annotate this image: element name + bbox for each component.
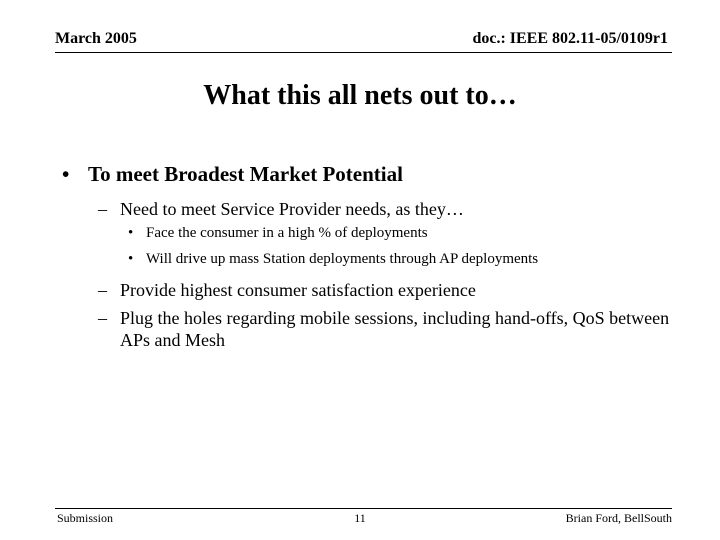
footer-divider — [55, 508, 672, 509]
sub-sub-bullet-1 — [128, 225, 428, 242]
dash-icon: – — [98, 308, 107, 328]
sub-sub-bullet-2-text: Will drive up mass Station deployments through AP deployments — [146, 251, 539, 267]
dash-icon: – — [98, 199, 107, 219]
sub-sub-bullet-2 — [128, 251, 538, 268]
footer-page-number: 11 — [354, 511, 366, 525]
main-bullet — [62, 162, 403, 187]
bullet-dot-icon: • — [128, 251, 134, 267]
header-date: March 2005 — [55, 30, 137, 47]
sub-bullet-2 — [98, 279, 688, 301]
sub-bullet-1 — [98, 198, 688, 220]
sub-bullet-3 — [98, 307, 688, 351]
sub-sub-bullet-1-text: Face the consumer in a high % of deployments — [146, 225, 428, 241]
slide-title: What this all nets out to… — [203, 80, 517, 111]
dash-icon: – — [98, 280, 107, 300]
header-divider — [55, 52, 672, 53]
bullet-dot-icon: • — [62, 162, 70, 186]
main-bullet-text: To meet Broadest Market Potential — [88, 162, 403, 186]
footer-submission: Submission — [57, 511, 114, 525]
bullet-dot-icon: • — [128, 225, 134, 241]
sub-bullet-2-text: Provide highest consumer satisfaction experience — [120, 280, 476, 300]
footer-author: Brian Ford, BellSouth — [565, 511, 672, 525]
sub-bullet-3-text: Plug the holes regarding mobile sessions, including hand-offs, QoS between APs and Mesh — [120, 308, 670, 350]
header-doc-id: doc.: IEEE 802.11-05/0109r1 — [472, 30, 668, 47]
sub-bullet-1-text: Need to meet Service Provider needs, as they… — [120, 199, 464, 219]
